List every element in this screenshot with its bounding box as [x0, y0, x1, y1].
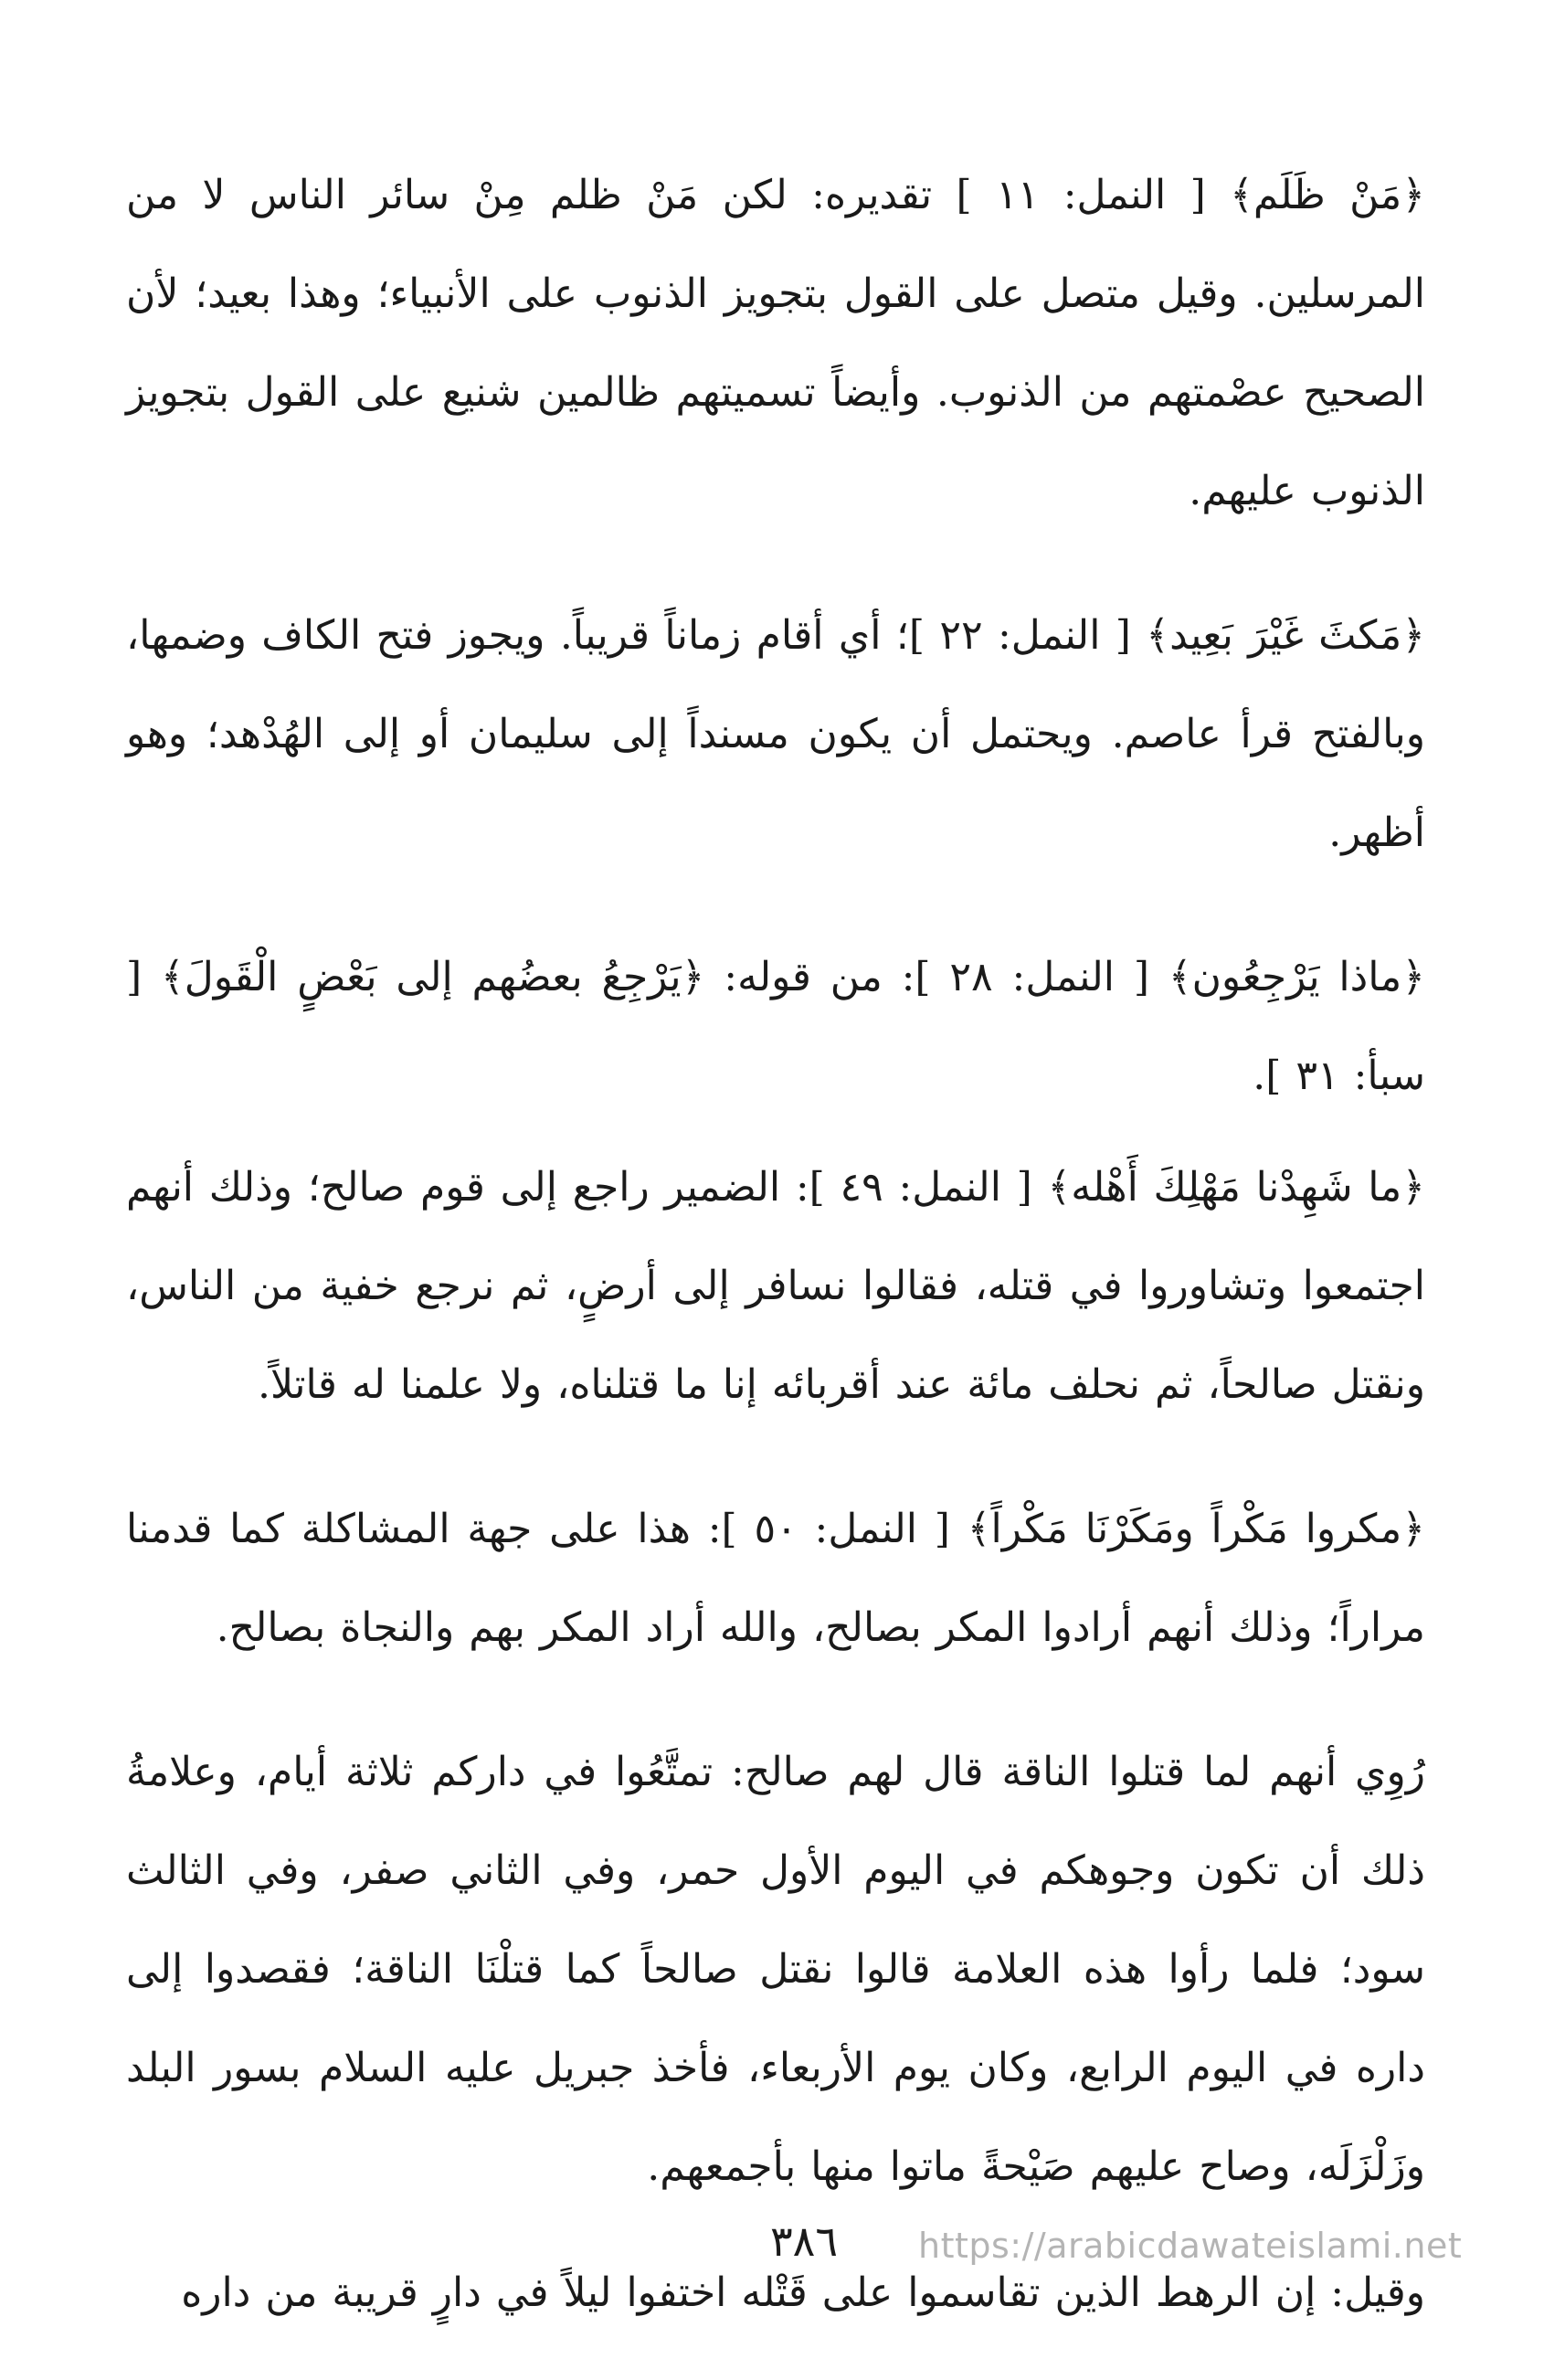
paragraph-makaru: ﴿مكروا مَكْراً ومَكَرْنَا مَكْراً﴾ [ النمل: ٥٠ ]: هذا على جهة المشاكلة كما قدمنا مراراً؛ وذلك أنهم أرادوا المكر بصالح، والله أراد المكر بهم والنجاة بصالح. — [126, 1506, 1425, 1651]
page-number: ٣٨٦ — [769, 2216, 839, 2266]
watermark-url: https://arabicdawateislami.net — [918, 2226, 1463, 2266]
paragraph-ma-shahidna: ﴿ما شَهِدْنا مَهْلِكَ أَهْله﴾ [ النمل: ٤٩ ]: الضمير راجع إلى قوم صالح؛ وذلك أنهم اجتمعوا وتشاوروا في قتله، فقالوا نسافر إلى أرضٍ، ثم نرجع خفية من الناس، ونقتل صالحاً، ثم نحلف مائة عند أقربائه إنا ما قتلناه، ولا علمنا له قاتلاً. — [126, 1164, 1425, 1408]
paragraph-makatha: ﴿مَكثَ غَيْرَ بَعِيد﴾ [ النمل: ٢٢ ]؛ أي أقام زماناً قريباً. ويجوز فتح الكاف وضمها، وبالفتح قرأ عاصم. ويحتمل أن يكون مسنداً إلى سليمان أو إلى الهُدْهد؛ وهو أظهر. — [126, 612, 1426, 856]
paragraph-man-zalam: ﴿مَنْ ظَلَم﴾ [ النمل: ١١ ] تقديره: لكن مَنْ ظلم مِنْ سائر الناس لا من المرسلين. وقيل متصل على القول بتجويز الذنوب على الأنبياء؛ وهذا بعيد؛ لأن الصحيح عصْمتهم من الذنوب. وأيضاً تسميتهم ظالمين شنيع على القول بتجويز الذنوب عليهم. — [126, 172, 1425, 514]
paragraph-madha-yarjiun: ﴿ماذا يَرْجِعُون﴾ [ النمل: ٢٨ ]: من قوله: ﴿يَرْجِعُ بعضُهم إلى بَعْضٍ الْقَولَ﴾ [ سبأ: ٣١ ]. — [126, 954, 1425, 1099]
body-text — [126, 146, 1425, 2343]
paragraph-wa-qila: وقيل: إن الرهط الذين تقاسموا على قَتْله اختفوا ليلاً في دارٍ قريبة من داره — [181, 2269, 1425, 2316]
paragraph-ruwiya: رُوِي أنهم لما قتلوا الناقة قال لهم صالح: تمتَّعُوا في داركم ثلاثة أيام، وعلامةُ ذلك أن تكون وجوهكم في اليوم الأول حمر، وفي الثاني صفر، وفي الثالث سود؛ فلما رأوا هذه العلامة قالوا نقتل صالحاً كما قتلْنَا الناقة؛ فقصدوا إلى داره في اليوم الرابع، وكان يوم الأربعاء، فأخذ جبريل عليه السلام بسور البلد وزَلْزَلَه، وصاح عليهم صَيْحةً ماتوا منها بأجمعهم. — [126, 1749, 1425, 2190]
